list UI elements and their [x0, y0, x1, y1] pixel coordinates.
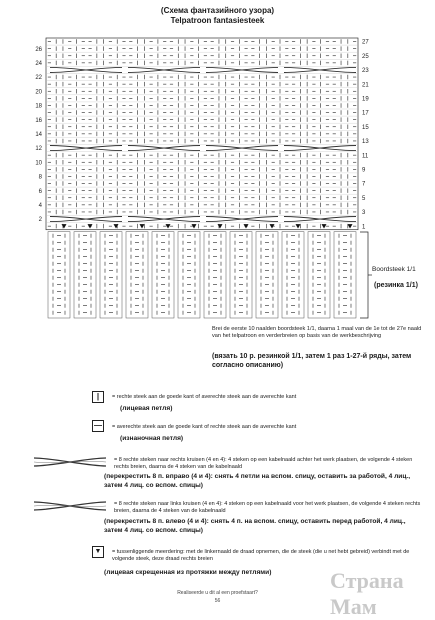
row-label-left: 12	[35, 146, 42, 153]
increase-mark	[140, 224, 145, 228]
increase-mark	[88, 224, 93, 228]
legend-purl-nl: = averechte steek aan de goede kant of rechte steek aan de averechte kant	[112, 424, 297, 430]
legend-cable-left-ru: (перекрестить 8 п. влево (4 и 4): снять 4 п. на вспом. спицу, оставить перед работой, 4 лиц., затем 4 лиц. со вспом. спицы)	[104, 518, 406, 534]
rib-column	[74, 232, 96, 318]
chart-title-nl: Telpatroon fantasiesteek	[170, 16, 265, 25]
legend-knit-ru: (лицевая петля)	[120, 405, 173, 412]
rib-column	[178, 232, 200, 318]
rib-column	[282, 232, 304, 318]
page-number: 56	[214, 598, 221, 604]
knit-stitch-icon: |	[92, 391, 104, 403]
row-label-left: 2	[38, 217, 42, 224]
increase-mark	[244, 224, 249, 228]
rib-column	[204, 232, 226, 318]
row-label-left: 26	[35, 46, 42, 53]
increase-mark	[322, 224, 327, 228]
row-label-left: 20	[35, 89, 42, 96]
row-label-left: 6	[38, 188, 42, 195]
rib-column	[334, 232, 356, 318]
rib-label-nl: Boordsteek 1/1	[372, 266, 416, 273]
rib-column	[308, 232, 330, 318]
increase-mark	[348, 224, 353, 228]
rib-bracket	[360, 232, 368, 318]
row-label-right: 27	[362, 39, 369, 46]
chart-grid	[46, 38, 358, 230]
row-label-right: 21	[362, 82, 369, 89]
row-label-right: 23	[362, 68, 369, 75]
rib-column	[100, 232, 122, 318]
legend-increase-nl: = tussenliggende meerdering: met de linkernaald de draad opnemen, die de steek (die u net hebt gebreid) verbindt met de volgende steek, deze draad rechts breien	[112, 549, 410, 562]
watermark: Страна Мам	[330, 568, 404, 619]
legend-increase-ru: (лицевая скрещенная из протяжки между петлями)	[104, 569, 272, 576]
rib-column	[48, 232, 70, 318]
legend-cable-left-nl: = 8 rechte steken naar links kruisen (4 en 4): 4 steken op een kabelnaald voor het werk plaatsen, de volgende 4 steken rechts breien, daarna de 4 steken van de kabelnaald	[114, 501, 421, 514]
row-label-left: 14	[35, 131, 42, 138]
increase-mark	[296, 224, 301, 228]
intro-text-nl: Brei de eerste 10 naalden boordsteek 1/1, daarna 1 maal van de 1e tot de 27e naald van het telpatroon en verderbreien op basis van de werkbeschrijving	[212, 326, 422, 339]
rib-section	[48, 232, 356, 318]
footer-text: Realiseerde u dit al een proefstaart?	[177, 590, 258, 596]
legend-knit-nl: = rechte steek aan de goede kant of averechte steek aan de averechte kant	[112, 394, 297, 400]
row-label-right: 5	[362, 195, 366, 202]
row-label-left: 10	[35, 160, 42, 167]
rib-label-ru: (резинка 1/1)	[374, 282, 418, 289]
row-label-left: 18	[35, 103, 42, 110]
increase-mark	[114, 224, 119, 228]
legend-cable-right-ru: (перекрестить 8 п. вправо (4 и 4): снять 4 петли на вспом. спицу, оставить за работой, 4 лиц., затем 4 лиц. со вспом. спицы)	[104, 473, 411, 489]
row-label-right: 13	[362, 139, 369, 146]
row-label-right: 25	[362, 53, 369, 60]
rib-column	[230, 232, 252, 318]
row-label-left: 24	[35, 60, 42, 67]
legend-purl-ru: (изнаночная петля)	[120, 435, 184, 442]
legend-cable-right-nl: = 8 rechte steken naar rechts kruisen (4 en 4): 4 steken op een kabelnaald achter het werk plaatsen, de volgende 4 steken rechts breien, daarna de 4 steken van de kabelnaald	[114, 457, 413, 470]
chart-border	[46, 38, 358, 230]
cable-left-icon	[32, 500, 108, 512]
intro-text-ru: (вязать 10 р. резинкой 1/1, затем 1 раз 1-27-й ряды, затем согласно описанию)	[212, 353, 412, 369]
row-label-right: 19	[362, 96, 369, 103]
row-label-right: 11	[362, 153, 369, 160]
rib-column	[152, 232, 174, 318]
chart-title-ru: (Схема фантазийного узора)	[160, 6, 275, 15]
purl-stitch-icon: —	[94, 421, 102, 430]
row-label-left: 16	[35, 117, 42, 124]
row-label-right: 3	[362, 210, 366, 217]
row-label-left: 8	[38, 174, 42, 181]
row-label-left: 4	[38, 202, 42, 209]
rib-column	[126, 232, 148, 318]
chart-row-labels	[35, 40, 369, 231]
rib-column	[256, 232, 278, 318]
row-label-right: 15	[362, 124, 369, 131]
cable-right-icon	[32, 456, 108, 468]
row-label-right: 17	[362, 110, 369, 117]
row-label-left: 22	[35, 75, 42, 82]
row-label-right: 1	[362, 224, 366, 231]
row-label-right: 9	[362, 167, 366, 174]
increase-mark	[62, 224, 67, 228]
row-label-right: 7	[362, 181, 366, 188]
increase-mark	[218, 224, 223, 228]
increase-stitch-icon: ▼	[92, 546, 104, 558]
